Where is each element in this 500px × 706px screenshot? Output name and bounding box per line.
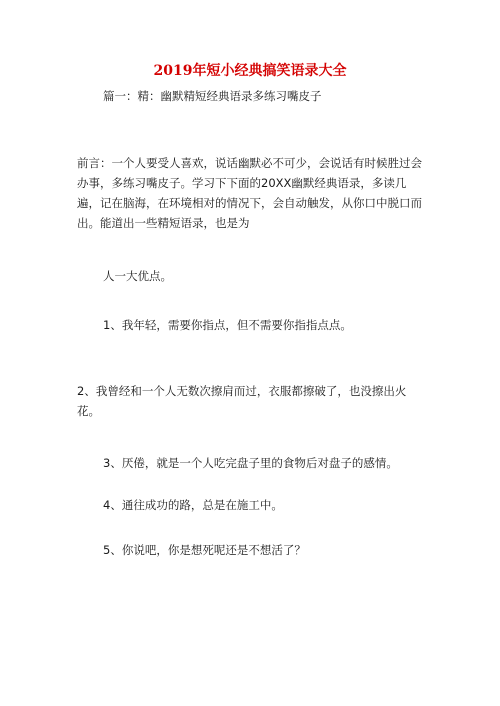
intro-paragraph: 前言：一个人要受人喜欢，说话幽默必不可少，会说话有时候胜过会办事，多练习嘴皮子。学习下下面的20XX幽默经典语录，多读几遍，记在脑海，在环境相对的情况下，会自动触发，从你口中脱口而出。能道出一些精短语录，也是为 — [77, 156, 422, 230]
document-title: 2019年短小经典搞笑语录大全 — [153, 63, 347, 79]
quote-item-3: 3、厌倦，就是一个人吃完盘子里的食物后对盘子的感情。 — [103, 456, 398, 470]
quote-item-2: 2、我曾经和一个人无数次擦肩而过，衣服都擦破了，也没擦出火花。 — [77, 384, 407, 418]
intro-continuation: 人一大优点。 — [103, 269, 172, 283]
quote-item-1: 1、我年轻，需要你指点，但不需要你指指点点。 — [103, 318, 352, 332]
section-heading: 篇一：精：幽默精短经典语录多练习嘴皮子 — [103, 89, 322, 103]
quote-item-5: 5、你说吧，你是想死呢还是不想活了？ — [103, 543, 306, 557]
quote-item-4: 4、通往成功的路，总是在施工中。 — [103, 498, 283, 512]
